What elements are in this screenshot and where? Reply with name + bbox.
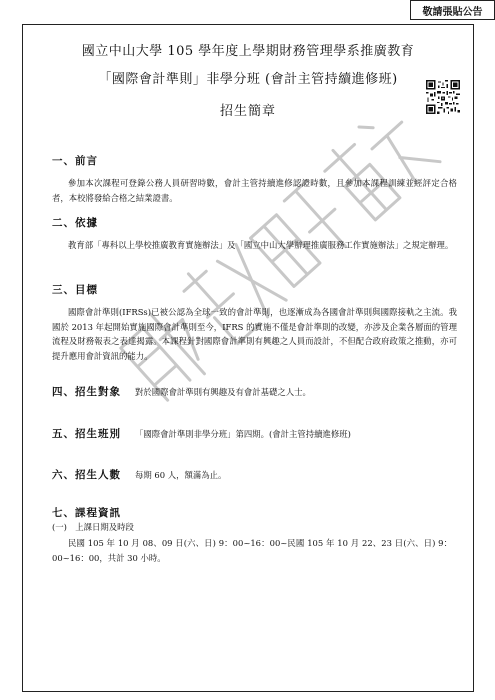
section-heading-target: 四、招生對象 (52, 386, 121, 398)
section-body-basis: 教育部「專科以上學校推廣教育實施辦法」及「國立中山大學辦理推廣服務工作實施辦法」之規定辦理。 (68, 240, 454, 250)
section-heading-preface: 一、前言 (52, 155, 98, 167)
page-title: 招生簡章 (219, 104, 276, 119)
qr-code-icon (426, 80, 460, 114)
section-target (52, 384, 462, 399)
header-line-1: 國立中山大學 105 學年度上學期財務管理學系推廣教育 (81, 44, 415, 59)
section-body-target: 對於國際會計準則有興趣及有會計基礎之人士。 (135, 387, 311, 397)
section-heading-class: 五、招生班別 (52, 428, 121, 440)
section-class (52, 426, 462, 441)
section-count (52, 467, 462, 482)
section-body-count: 每期 60 人，額滿為止。 (135, 470, 227, 480)
section-heading-count: 六、招生人數 (52, 469, 121, 481)
section-body-preface: 參加本次課程可登錄公務人員研習時數，會計主管持續進修認證時數，且參加本課程訓練並經評定合格者，本校將發給合格之結業證書。 (52, 178, 457, 203)
header-line-2: 「國際會計準則」非學分班 (會計主管持續進修班) (98, 72, 398, 87)
course-subheading-schedule: (一) 上課日期及時段 (52, 522, 134, 532)
section-heading-course: 七、課程資訊 (52, 507, 121, 519)
notice-tag: 敬請張貼公告 (410, 0, 495, 20)
section-body-goal: 國際會計準則(IFRSs)已被公認為全球一致的會計準則，也逐漸成為各國會計準則與國際接軌之主流。我國於 2013 年起開始實施國際會計準則至今，IFRS 的實施不僅是會計準則的改變，亦涉及企業各層面的管理流程及財務報表之表達揭露。本課程針對國際會計準則有興趣之人員而設計，不但配合政府政策之推動，亦可提升應用會計資訊的能力。 (52, 307, 457, 361)
section-body-class: 「國際會計準則非學分班」第四期。(會計主管持續進修班) (135, 429, 351, 439)
section-heading-basis: 二、依據 (52, 217, 98, 229)
section-heading-goal: 三、目標 (52, 284, 98, 296)
course-schedule-body: 民國 105 年 10 月 08、09 日(六、日) 9：00~16：00~民國 105 年 10 月 22、23 日(六、日) 9：00~16：00，共計 30 小時。 (52, 538, 452, 563)
